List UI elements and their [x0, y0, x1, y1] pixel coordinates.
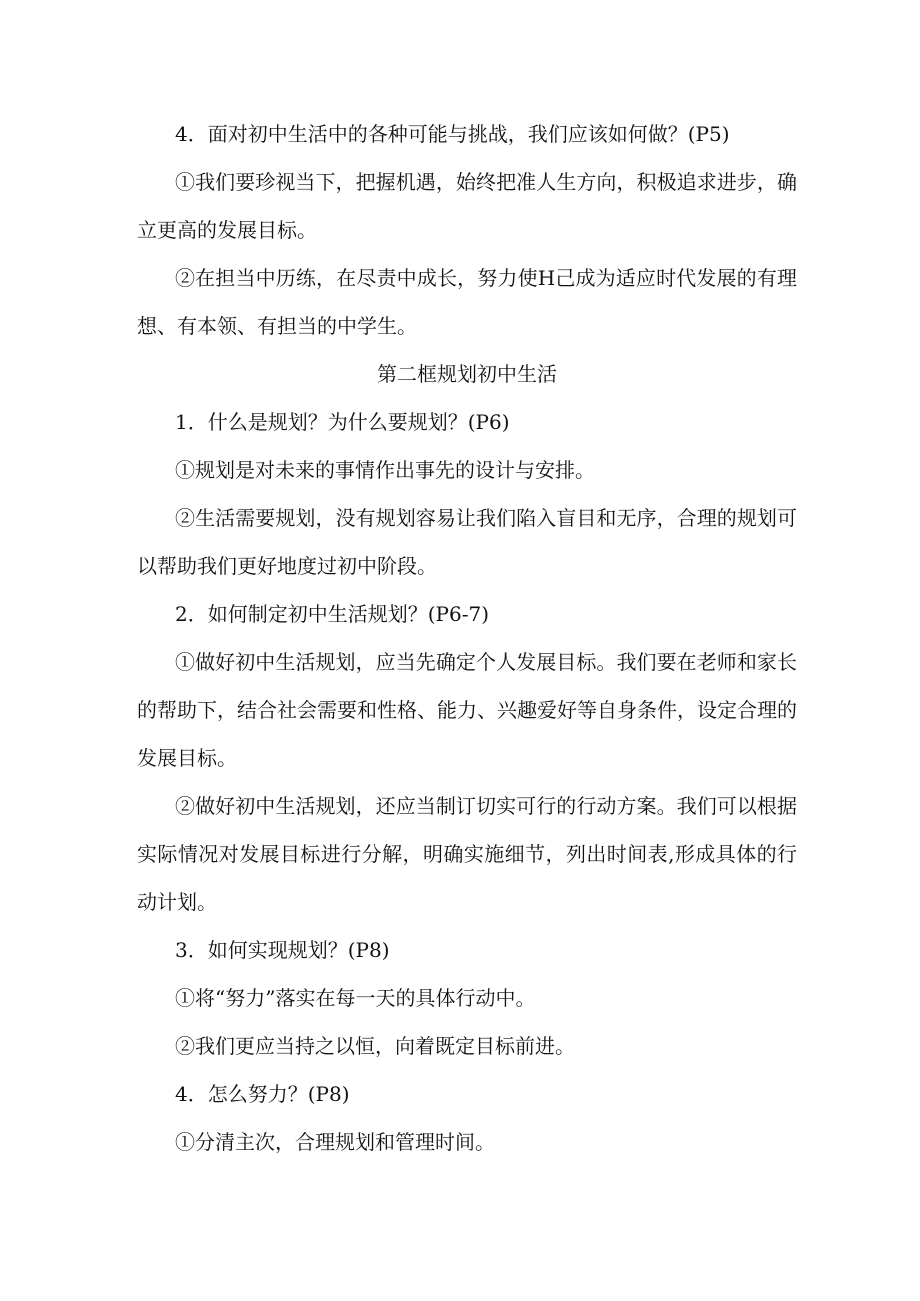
section-title: 第二框规划初中生活 [377, 362, 557, 386]
answer-paragraph: ②我们更应当持之以恒，向着既定目标前进。 [175, 1034, 575, 1058]
answer-paragraph: ②在担当中历练，在尽责中成长，努力使H己成为适应时代发展的有理想、有本领、有担当的中学生。 [137, 266, 797, 338]
answer-paragraph: ①分清主次，合理规划和管理时间。 [175, 1130, 495, 1154]
question-heading: 2．如何制定初中生活规划？(P6-7) [175, 602, 489, 626]
question-heading: 4．面对初中生活中的各种可能与挑战，我们应该如何做？(P5) [175, 122, 730, 146]
answer-paragraph: ②做好初中生活规划，还应当制订切实可行的行动方案。我们可以根据实际情况对发展目标进行分解，明确实施细节，列出时间表,形成具体的行动计划。 [137, 794, 797, 914]
question-heading: 1．什么是规划？为什么要规划？(P6) [175, 410, 510, 434]
document-body [137, 110, 797, 1166]
question-heading: 4．怎么努力？(P8) [175, 1082, 350, 1106]
answer-paragraph: ①规划是对未来的事情作出事先的设计与安排。 [175, 458, 595, 482]
answer-paragraph: ②生活需要规划，没有规划容易让我们陷入盲目和无序，合理的规划可以帮助我们更好地度过初中阶段。 [137, 506, 797, 578]
question-heading: 3．如何实现规划？(P8) [175, 938, 390, 962]
answer-paragraph: ①我们要珍视当下，把握机遇，始终把准人生方向，积极追求进步，确立更高的发展目标。 [137, 170, 797, 242]
answer-paragraph: ①做好初中生活规划，应当先确定个人发展目标。我们要在老师和家长的帮助下，结合社会需要和性格、能力、兴趣爱好等自身条件，设定合理的发展目标。 [137, 650, 797, 770]
answer-paragraph: ①将“努力”落实在每一天的具体行动中。 [175, 986, 536, 1010]
